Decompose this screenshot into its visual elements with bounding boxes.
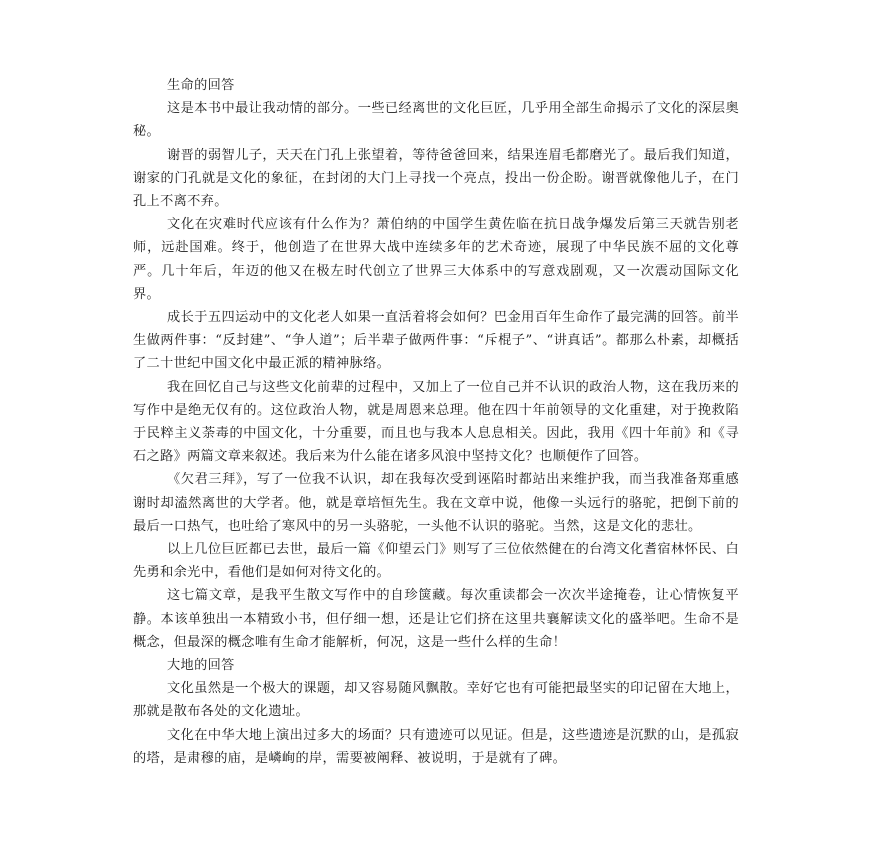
section-heading-life: 生命的回答: [167, 78, 235, 93]
paragraph-intro: 这是本书中最让我动情的部分。一些已经离世的文化巨匠，几乎用全部生命揭示了文化的深层奥秘。: [133, 101, 739, 140]
paragraph-monuments: 文化在中华大地上演出过多大的场面？只有遗迹可以见证。但是，这些遗迹是沉默的山，是孤寂的塔，是肃穆的庙，是嶙峋的岸，需要被阐释、被说明，于是就有了碑。: [133, 727, 739, 766]
section-heading-earth: 大地的回答: [167, 658, 235, 674]
paragraph-ba-jin: 成长于五四运动中的文化老人如果一直活着将会如何？巴金用百年生命作了最完满的回答。前半生做两件事：“反封建”、“争人道”；后半辈子做两件事：“斥棍子”、“讲真话”。都那么朴素，却概括了二十世纪中国文化中最正派的精神脉络。: [133, 310, 739, 372]
paragraph-huang-zuolin: 文化在灾难时代应该有什么作为？萧伯纳的中国学生黄佐临在抗日战争爆发后第三天就告别老师，远赴国难。终于，他创造了在世界大战中连续多年的艺术奇迹，展现了中华民族不屈的文化尊严。几十年后，年迈的他又在极左时代创立了世界三大体系中的写意戏剧观，又一次震动国际文化界。: [133, 217, 739, 302]
paragraph-taiwan-elders: 以上几位巨匠都已去世，最后一篇《仰望云门》则写了三位依然健在的台湾文化耆宿林怀民、白先勇和余光中，看他们是如何对待文化的。: [133, 542, 739, 581]
paragraph-zhou-enlai: 我在回忆自己与这些文化前辈的过程中，又加上了一位自己并不认识的政治人物，这在我历来的写作中是绝无仅有的。这位政治人物，就是周恩来总理。他在四十年前领导的文化重建，对于挽救陷于民粹主义荼毒的中国文化，十分重要，而且也与我本人息息相关。因此，我用《四十年前》和《寻石之路》两篇文章来叙述。我后来为什么能在诸多风浪中坚持文化？也顺便作了回答。: [133, 379, 739, 465]
document-page: [133, 74, 739, 770]
paragraph-xie-jin: 谢晋的弱智儿子，天天在门孔上张望着，等待爸爸回来，结果连眉毛都磨光了。最后我们知道，谢家的门孔就是文化的象征，在封闭的大门上寻找一个亮点，投出一份企盼。谢晋就像他儿子，在门孔上不离不弃。: [133, 147, 739, 210]
paragraph-culture-sites: 文化虽然是一个极大的课题，却又容易随风飘散。幸好它也有可能把最坚实的印记留在大地上，那就是散布各处的文化遗址。: [133, 681, 739, 720]
paragraph-seven-essays: 这七篇文章，是我平生散文写作中的自珍箧藏。每次重读都会一次次半途掩卷，让心情恢复平静。本该单独出一本精致小书，但仔细一想，还是让它们挤在这里共襄解读文化的盛举吧。生命不是概念，但最深的概念唯有生命才能解析，何况，这是一些什么样的生命！: [133, 588, 739, 650]
paragraph-zhang-peiheng: 《欠君三拜》，写了一位我不认识，却在我每次受到诬陷时都站出来维护我，而当我准备郑重感谢时却溘然离世的大学者。他，就是章培恒先生。我在文章中说，他像一头远行的骆驼，把倒下前的最后一口热气，也吐给了寒风中的另一头骆驼，一头他不认识的骆驼。当然，这是文化的悲壮。: [133, 472, 739, 534]
